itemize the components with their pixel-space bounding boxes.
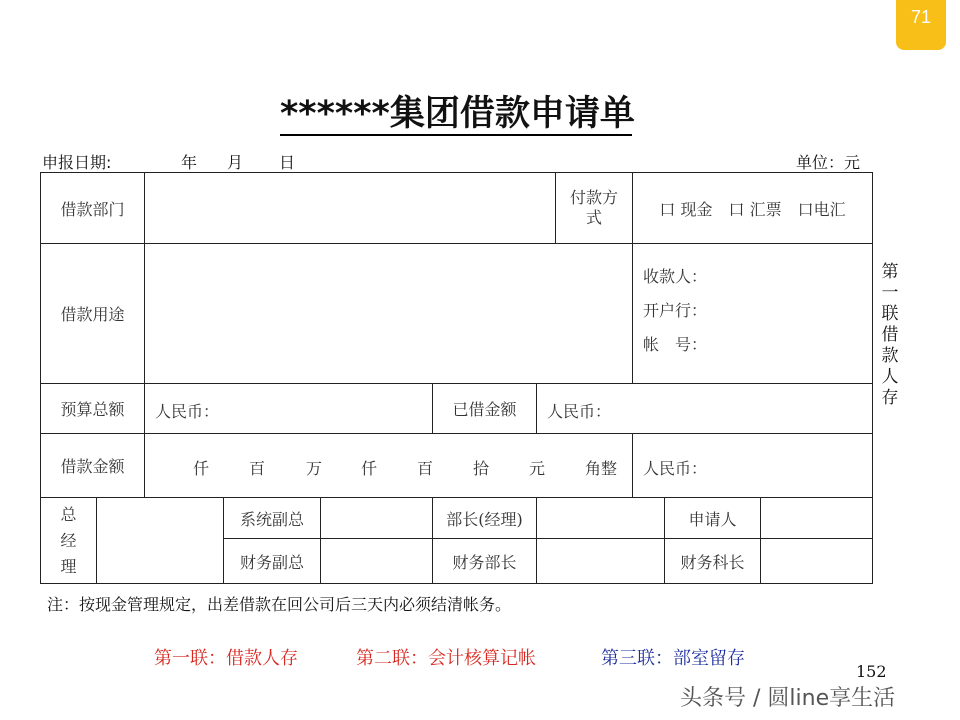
page-title: ******集团借款申请单 xyxy=(280,94,635,134)
gm-label: 总经理 xyxy=(40,497,97,584)
sys-vp-label: 系统副总 xyxy=(223,497,321,539)
sys-vp-sign-field[interactable] xyxy=(320,497,433,539)
budget-field[interactable] xyxy=(144,383,433,434)
amount-units-field[interactable] xyxy=(144,433,633,498)
borrowed-rmb-label: 人民币： xyxy=(547,402,612,421)
purpose-label: 借款用途 xyxy=(40,243,145,384)
budget-rmb-label: 人民币： xyxy=(155,402,220,421)
unit-jiao-zheng: 角整 xyxy=(585,459,618,478)
purpose-field[interactable] xyxy=(144,243,633,384)
bank-label: 开户行： xyxy=(643,301,708,320)
copy-third: 第三联：部室留存 xyxy=(601,648,745,669)
unit-yuan: 元 xyxy=(529,459,546,478)
unit-label: 单位：元 xyxy=(796,153,861,172)
copy-second: 第二联：会计核算记帐 xyxy=(356,648,536,669)
unit-wan: 万 xyxy=(306,459,323,478)
slide-number-badge: 71 xyxy=(896,0,946,50)
year-label: 年 xyxy=(181,153,198,172)
applicant-sign-field[interactable] xyxy=(760,497,873,539)
amount-label: 借款金额 xyxy=(40,433,145,498)
budget-label: 预算总额 xyxy=(40,383,145,434)
pay-method-label: 付款方式 xyxy=(555,172,633,244)
applicant-label: 申请人 xyxy=(664,497,761,539)
day-label: 日 xyxy=(279,153,296,172)
title-underline xyxy=(280,134,632,136)
amount-rmb-field[interactable] xyxy=(632,433,873,498)
dept-label: 借款部门 xyxy=(40,172,145,244)
borrowed-field[interactable] xyxy=(536,383,873,434)
unit-bai-1: 百 xyxy=(249,459,266,478)
side-copy-note: 第一联借款人存 xyxy=(881,262,899,408)
footnote: 注：按现金管理规定，出差借款在回公司后三天内必须结清帐务。 xyxy=(47,595,512,614)
account-label: 帐 号： xyxy=(643,335,708,354)
gm-sign-field[interactable] xyxy=(96,497,224,584)
amount-rmb-label: 人民币： xyxy=(643,459,708,478)
manager-label: 部长(经理) xyxy=(432,497,537,539)
fin-head-sign-field[interactable] xyxy=(536,538,665,584)
copy-first: 第一联：借款人存 xyxy=(154,648,298,669)
dept-field[interactable] xyxy=(144,172,556,244)
month-label: 月 xyxy=(227,153,244,172)
pay-method-options[interactable]: 口 现金 口 汇票 口电汇 xyxy=(632,172,873,244)
unit-qian-1: 仟 xyxy=(193,459,210,478)
unit-qian-2: 仟 xyxy=(361,459,378,478)
payee-label: 收款人： xyxy=(643,267,708,286)
payee-info-cell[interactable] xyxy=(632,243,873,384)
borrowed-label: 已借金额 xyxy=(432,383,537,434)
date-label: 申报日期: xyxy=(42,153,112,172)
page-number: 152 xyxy=(856,662,887,681)
fin-vp-label: 财务副总 xyxy=(223,538,321,584)
fin-chief-label: 财务科长 xyxy=(664,538,761,584)
watermark: 头条号 / 圆line享生活 xyxy=(680,686,896,711)
unit-bai-2: 百 xyxy=(417,459,434,478)
unit-shi: 拾 xyxy=(473,459,490,478)
manager-sign-field[interactable] xyxy=(536,497,665,539)
fin-head-label: 财务部长 xyxy=(432,538,537,584)
fin-vp-sign-field[interactable] xyxy=(320,538,433,584)
fin-chief-sign-field[interactable] xyxy=(760,538,873,584)
